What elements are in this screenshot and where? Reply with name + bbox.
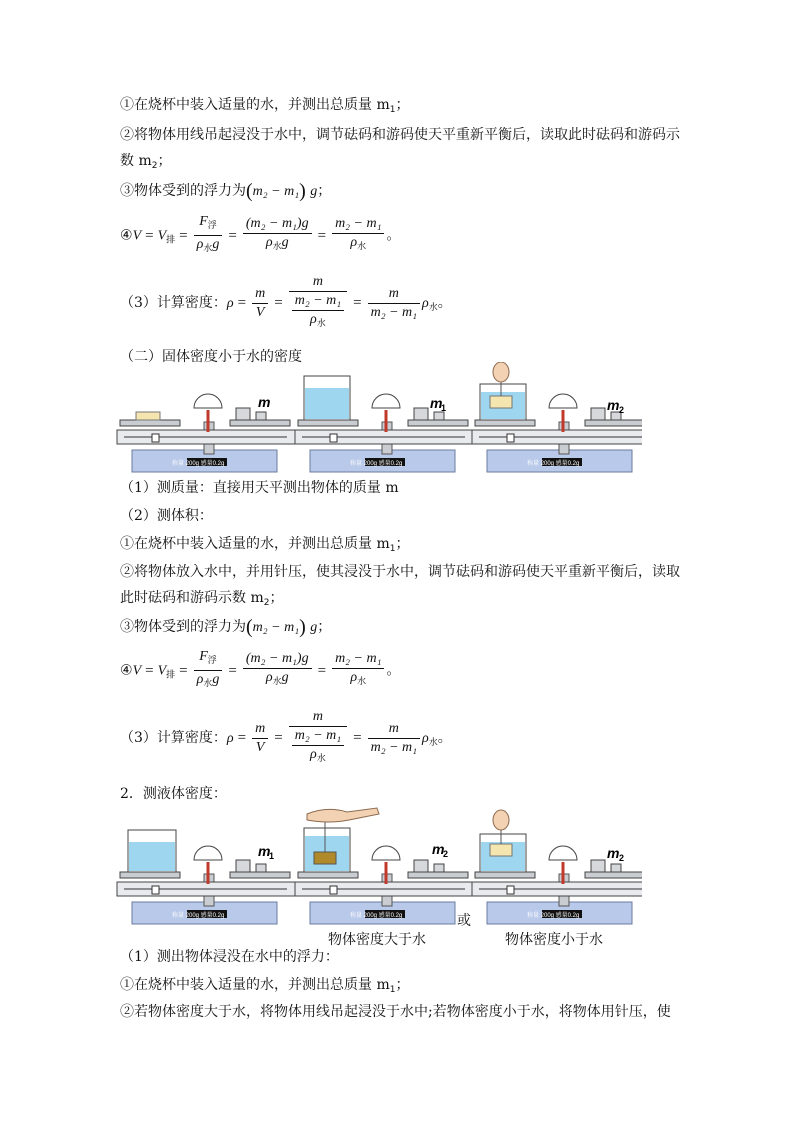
svg-text:1: 1 xyxy=(441,403,447,413)
caption-greater: 物体密度大于水 xyxy=(328,932,426,948)
balance-pressed-light-object xyxy=(472,810,642,924)
svg-text:2: 2 xyxy=(443,849,449,859)
svg-text:称量 200g 感量0.2g: 称量 200g 感量0.2g xyxy=(527,913,580,919)
label-m: m xyxy=(258,394,271,410)
step-b2-line2: 此时砝码和游码示数 $m_2$； xyxy=(120,590,284,608)
scale-text: 称量 200g 感量0.2g xyxy=(172,461,225,467)
step-a3: ③物体受到的浮力为(m₂ − m₁) g； xyxy=(120,180,332,202)
step-c1: ①在烧杯中装入适量的水，并测出总质量 $m_1$； xyxy=(120,977,410,995)
or-label: 或 xyxy=(457,913,471,929)
step-b3: ③物体受到的浮力为(m₂ − m₁) g； xyxy=(120,616,332,638)
formula-b-density: （3）计算密度：ρ = $\frac{m}{V}$ = $\frac{m}{\frac{\text{m₂ − m₁}}{\rho_水}}$ = $\frac{m}{\text{m₂ − m₁}}$ $\rho_水$。 xyxy=(120,709,452,764)
balance-hanging-heavy-object xyxy=(295,808,475,924)
step-a2-line1: ②将物体用线吊起浸没于水中，调节砝码和游码使天平重新平衡后，读取此时砝码和游码示 xyxy=(120,127,680,143)
svg-text:m: m xyxy=(258,843,271,859)
svg-text:称量 200g 感量0.2g: 称量 200g 感量0.2g xyxy=(350,913,403,919)
caption-less: 物体密度小于水 xyxy=(505,932,603,948)
svg-text:2: 2 xyxy=(619,405,625,415)
svg-text:称量 200g 感量0.2g: 称量 200g 感量0.2g xyxy=(172,913,225,919)
heading-b: （二）固体密度小于水的密度 xyxy=(120,349,302,365)
step-a1: ①在烧杯中装入适量的水，并测出总质量 $m_1$； xyxy=(120,97,410,115)
step-c2: ②若物体密度大于水，将物体用线吊起浸没于水中;若物体密度小于水，将物体用针压，使 xyxy=(120,1004,671,1020)
measure-mass: （1）测质量：直接用天平测出物体的质量 m xyxy=(120,480,399,496)
step-b1: ①在烧杯中装入适量的水，并测出总质量 $m_1$； xyxy=(120,536,410,554)
svg-text:称量 200g 感量0.2g: 称量 200g 感量0.2g xyxy=(350,461,403,467)
balance-beaker-water xyxy=(295,376,475,472)
label-m1: m xyxy=(430,395,443,411)
svg-text:1: 1 xyxy=(269,851,275,861)
step-a2-line2: 数 $m_2$； xyxy=(120,153,172,171)
svg-text:m: m xyxy=(432,841,445,857)
formula-a-density: （3）计算密度：ρ = $\frac{m}{V}$ = $\frac{m}{\frac{\text{m₂ − m₁}}{\rho_水}}$ = $\frac{m}{\text{m₂ − m₁}}$ $\rho_水$。 xyxy=(120,274,452,329)
balance-pressed-object xyxy=(472,362,642,472)
heading-2: 2．测液体密度： xyxy=(120,786,227,802)
svg-text:m: m xyxy=(607,845,620,861)
formula-a4: ④V = $V_排$ = $\frac{F_浮}{\rho_水g}$ = $\frac{\text{(m₂ − m₁)g}}{\rho_水g}$ = $\frac{\text{m₂ − m₁}}{\rho_水}$ 。 xyxy=(120,214,401,254)
balance-liquid-beaker xyxy=(117,830,297,924)
buoyancy-title: （1）测出物体浸没在水中的浮力： xyxy=(120,949,339,965)
svg-text:称量 200g 感量0.2g: 称量 200g 感量0.2g xyxy=(527,461,580,467)
measure-volume: （2）测体积： xyxy=(120,508,213,524)
step-b2-line1: ②将物体放入水中，并用针压，使其浸没于水中，调节砝码和游码使天平重新平衡后，读取 xyxy=(120,564,680,580)
label-m2: m xyxy=(607,397,620,413)
balance-object-mass xyxy=(117,394,297,472)
svg-text:2: 2 xyxy=(619,853,625,863)
figure-row-2 xyxy=(112,806,642,932)
formula-b4: ④V = $V_排$ = $\frac{F_浮}{\rho_水g}$ = $\frac{\text{(m₂ − m₁)g}}{\rho_水g}$ = $\frac{\text{m₂ − m₁}}{\rho_水}$ 。 xyxy=(120,649,401,689)
figure-row-1 xyxy=(112,362,642,482)
